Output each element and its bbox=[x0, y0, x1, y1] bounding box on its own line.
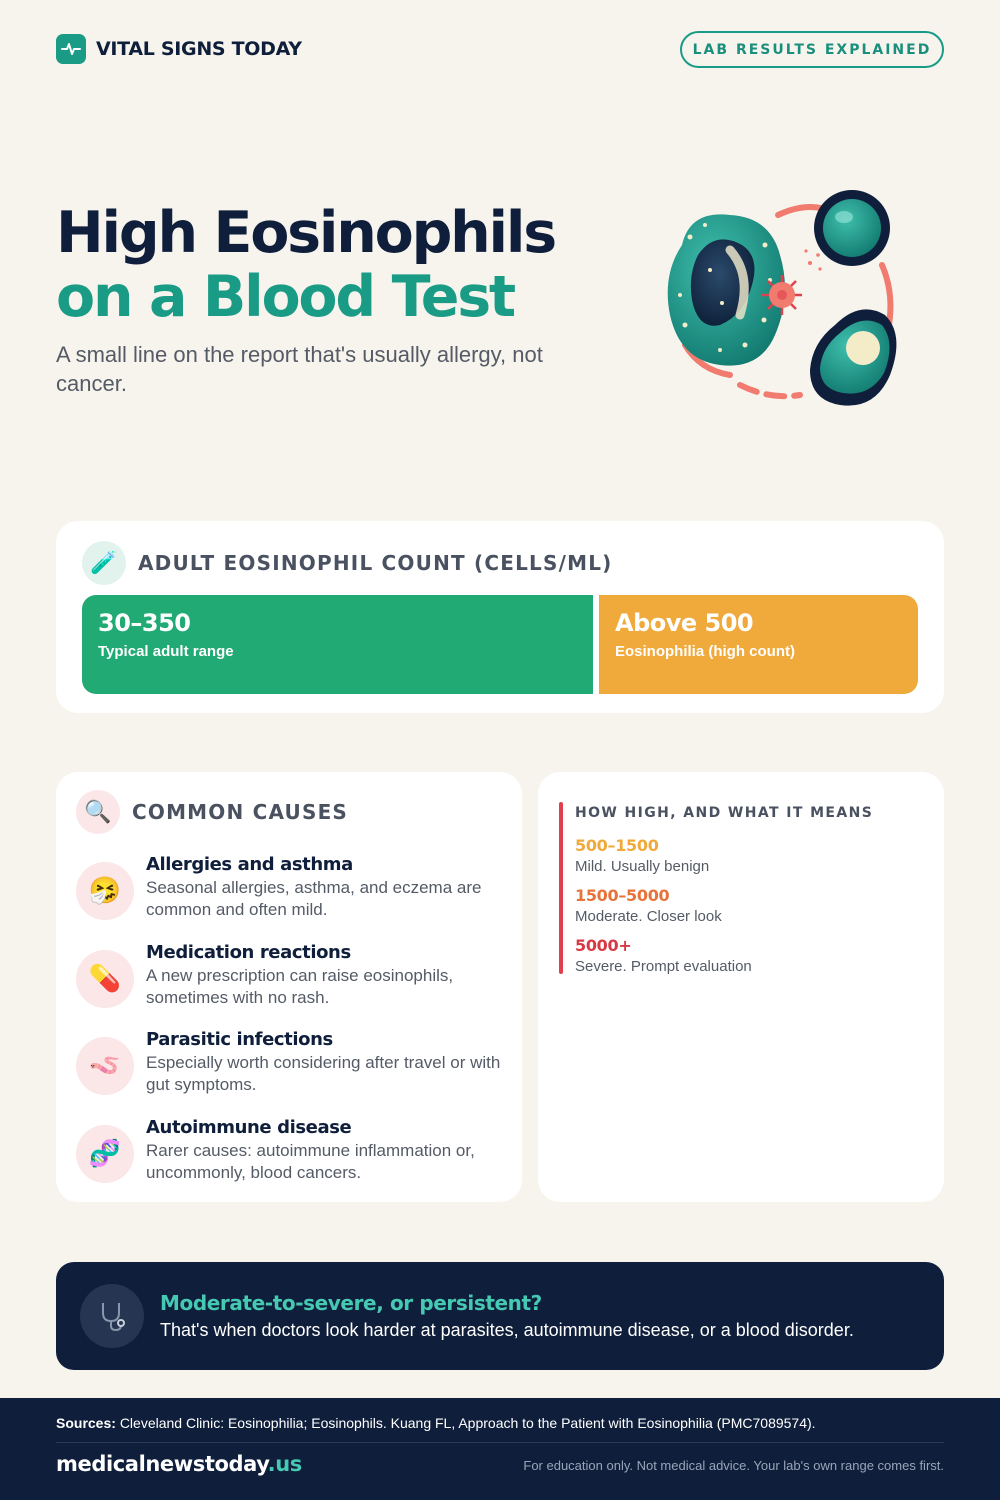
severity-range: 5000+ bbox=[575, 936, 632, 955]
common-causes-header bbox=[76, 790, 348, 834]
severity-accent-bar bbox=[559, 802, 563, 974]
worm-icon: 🪱 bbox=[76, 1037, 134, 1095]
cause-description: Seasonal allergies, asthma, and eczema are common and often mild. bbox=[146, 878, 482, 919]
severity-description: Mild. Usually benign bbox=[575, 858, 710, 875]
cause-item-autoimmune bbox=[76, 1117, 506, 1184]
cause-item-parasitic bbox=[76, 1029, 506, 1096]
pill-icon: 💊 bbox=[76, 950, 134, 1008]
range-segment-value: Above 500 bbox=[615, 609, 754, 637]
count-range-card bbox=[56, 521, 944, 713]
cause-description: Especially worth considering after travel or with gut symptoms. bbox=[146, 1053, 501, 1094]
site-link[interactable] bbox=[56, 1452, 302, 1476]
disclaimer: For education only. Not medical advice. Your lab's own range comes first. bbox=[523, 1458, 944, 1473]
footer bbox=[0, 1398, 1000, 1500]
cause-item-medication bbox=[76, 942, 506, 1009]
common-causes-title: COMMON CAUSES bbox=[132, 800, 349, 824]
callout-heading: Moderate-to-severe, or persistent? bbox=[160, 1291, 542, 1315]
page-title-line1: High Eosinophils bbox=[56, 200, 555, 266]
brand-name: VITAL SIGNS TODAY bbox=[96, 38, 302, 60]
severity-description: Moderate. Closer look bbox=[575, 908, 722, 925]
test-tube-icon: 🧪 bbox=[82, 541, 126, 585]
common-causes-card bbox=[56, 772, 522, 1202]
sources-label: Sources: bbox=[56, 1415, 116, 1431]
severity-title: HOW HIGH, AND WHAT IT MEANS bbox=[575, 805, 874, 821]
escalation-callout bbox=[56, 1262, 944, 1370]
eosinophil-cells-illustration bbox=[660, 185, 910, 420]
sneezing-face-icon: 🤧 bbox=[76, 862, 134, 920]
cause-title: Autoimmune disease bbox=[146, 1117, 352, 1138]
range-segment-value: 30–350 bbox=[98, 609, 191, 637]
heartbeat-icon bbox=[56, 34, 86, 64]
count-range-header bbox=[82, 541, 612, 585]
range-segment-label: Eosinophilia (high count) bbox=[615, 643, 795, 660]
cause-title: Parasitic infections bbox=[146, 1029, 333, 1050]
dna-icon: 🧬 bbox=[76, 1125, 134, 1183]
severity-description: Severe. Prompt evaluation bbox=[575, 958, 752, 975]
cause-title: Medication reactions bbox=[146, 942, 351, 963]
sources-line bbox=[56, 1415, 816, 1431]
magnifier-icon: 🔍 bbox=[76, 790, 120, 834]
site-tld: .us bbox=[267, 1452, 302, 1476]
severity-level-mild bbox=[575, 836, 709, 875]
severity-range: 500–1500 bbox=[575, 836, 659, 855]
page-subtitle: A small line on the report that's usually allergy, not cancer. bbox=[56, 342, 543, 396]
range-segment-high bbox=[599, 595, 918, 694]
severity-level-severe bbox=[575, 936, 752, 975]
callout-text: That's when doctors look harder at parasites, autoimmune disease, or a blood disorder. bbox=[160, 1320, 854, 1340]
footer-divider bbox=[56, 1442, 944, 1443]
count-range-title: ADULT EOSINOPHIL COUNT (CELLS/ML) bbox=[138, 551, 613, 575]
severity-range: 1500–5000 bbox=[575, 886, 670, 905]
severity-level-moderate bbox=[575, 886, 722, 925]
sources-text: Cleveland Clinic: Eosinophilia; Eosinophils. Kuang FL, Approach to the Patient with Eosinophilia (PMC7089574). bbox=[119, 1415, 816, 1431]
severity-card bbox=[538, 772, 944, 1202]
range-segment-label: Typical adult range bbox=[98, 643, 234, 660]
cause-description: Rarer causes: autoimmune inflammation or, uncommonly, blood cancers. bbox=[146, 1141, 475, 1182]
cause-title: Allergies and asthma bbox=[146, 854, 353, 875]
cause-item-allergies bbox=[76, 854, 506, 921]
page-title-line2: on a Blood Test bbox=[56, 264, 514, 330]
brand[interactable] bbox=[56, 34, 302, 64]
section-badge: LAB RESULTS EXPLAINED bbox=[680, 31, 944, 68]
cause-description: A new prescription can raise eosinophils, sometimes with no rash. bbox=[146, 966, 454, 1007]
stethoscope-icon bbox=[80, 1284, 144, 1348]
range-segment-normal bbox=[82, 595, 593, 694]
site-name: medicalnewstoday bbox=[56, 1452, 268, 1476]
